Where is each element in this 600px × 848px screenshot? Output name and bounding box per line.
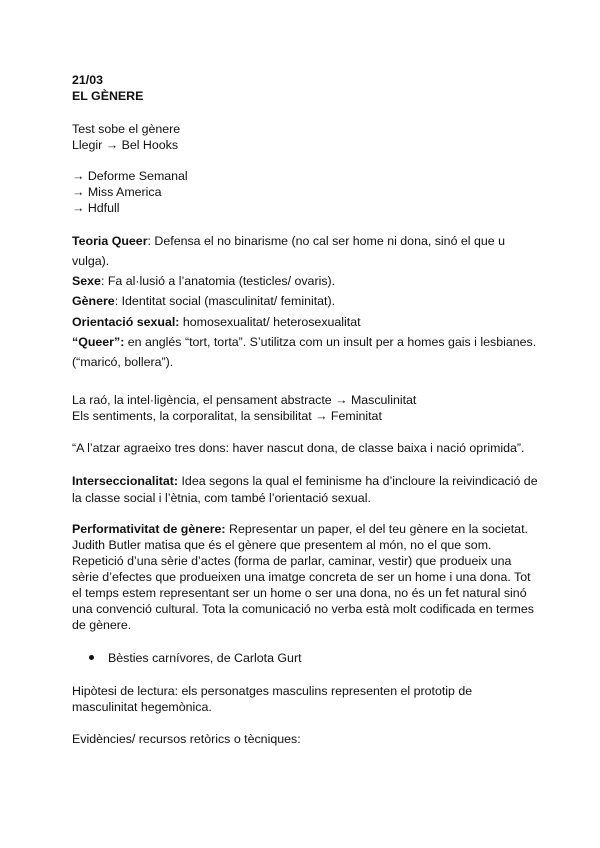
performativity-line: Judith Butler matisa que és el gènere que presentem al món, no el que som. <box>72 538 492 552</box>
link-item: → Deforme Semanal <box>72 169 188 183</box>
intro-test: Test sobe el gènere <box>72 122 181 136</box>
term: Orientació sexual: <box>72 315 180 329</box>
bullet-icon <box>89 655 94 660</box>
evidence-heading: Evidències/ recursos retòrics o tècniques: <box>72 732 301 746</box>
performativity-line: sèrie d’efectes que produeixen una imatge concreta de ser un home i una dona. Tot <box>72 570 531 584</box>
link-item: → Miss America <box>72 185 162 199</box>
term: Interseccionalitat: <box>72 474 179 488</box>
definition-queer-cont: (“maricó, bollera”). <box>72 355 174 369</box>
definition-queer-theory-cont: vulga). <box>72 254 110 268</box>
date-heading: 21/03 <box>72 73 104 87</box>
definition-intersectionality-cont: la classe social i l’ètnia, com també l’orientació sexual. <box>72 491 371 505</box>
link-item: → Hdfull <box>72 201 120 215</box>
performativity-line: una convenció cultural. Tota la comunicació no verba està molt codificada en termes <box>72 602 534 616</box>
term: Teoria Queer <box>72 234 148 248</box>
association-masculinity: La raó, la intel·ligència, el pensament abstracte → Masculinitat <box>72 393 417 407</box>
definition-sex: Sexe: Fa al·lusió a l’anatomia (testicles/ ovaris). <box>72 274 336 288</box>
definition-queer: “Queer”: en anglés “tort, torta”. S’utilitza com un insult per a homes gais i lesbianes. <box>72 335 537 349</box>
term: “Queer”: <box>72 335 125 349</box>
term: Performativitat de gènere: <box>72 522 226 536</box>
association-femininity: Els sentiments, la corporalitat, la sensibilitat → Feminitat <box>72 409 382 423</box>
definition-gender: Gènere: Identitat social (masculinitat/ feminitat). <box>72 294 336 308</box>
list-item: Bèsties carnívores, de Carlota Gurt <box>108 651 302 665</box>
definition-orientation: Orientació sexual: homosexualitat/ heterosexualitat <box>72 315 361 329</box>
intro-read: Llegir → Bel Hooks <box>72 138 179 152</box>
page-title: EL GÈNERE <box>72 89 144 103</box>
performativity-line: de gènere. <box>72 618 132 632</box>
term: Sexe <box>72 274 101 288</box>
hypothesis-line: masculinitat hegemònica. <box>72 700 212 714</box>
performativity-line: el temps estem representant ser un home o ser una dona, no és un fet natural sinó <box>72 586 527 600</box>
definition-performativity: Performativitat de gènere: Representar un paper, el del teu gènere en la societat. <box>72 522 528 536</box>
definition-queer-theory: Teoria Queer: Defensa el no binarisme (no cal ser home ni dona, sinó el que u <box>72 234 506 248</box>
definition-intersectionality: Interseccionalitat: Idea segons la qual el feminisme ha d’incloure la reivindicació de <box>72 474 538 488</box>
hypothesis-line: Hipòtesi de lectura: els personatges masculins representen el prototip de <box>72 684 473 698</box>
term: Gènere <box>72 294 115 308</box>
quote: “A l’atzar agraeixo tres dons: haver nascut dona, de classe baixa i nació oprimida”. <box>72 441 525 455</box>
performativity-line: Repetició d’una sèrie d’actes (forma de parlar, caminar, vestir) que produeix una <box>72 554 512 568</box>
